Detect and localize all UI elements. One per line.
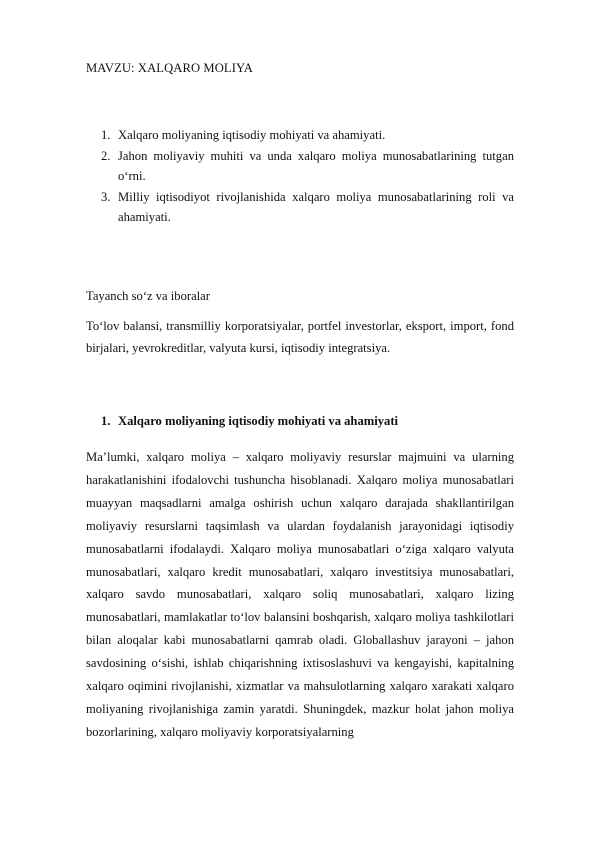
- section-title: Xalqaro moliyaning iqtisodiy mohiyati va ahamiyati: [118, 414, 399, 428]
- list-item: [101, 146, 514, 187]
- list-item-text: Milliy iqtisodiyot rivojlanishida xalqaro moliya munosabatlarining roli va ahamiyati.: [118, 189, 514, 225]
- keywords-heading: Tayanch so‘z va iboralar: [86, 289, 210, 303]
- list-item-number: 1.: [101, 128, 111, 142]
- list-item: [101, 125, 514, 146]
- list-item: [101, 187, 514, 228]
- list-item-number: 2.: [101, 148, 111, 163]
- list-item-text: Xalqaro moliyaning iqtisodiy mohiyati va ahamiyati.: [118, 128, 386, 142]
- body-paragraph: Ma’lumki, xalqaro moliya – xalqaro moliyaviy resurslar majmuini va ularning harakatlanishini ifodalovchi tushuncha hisoblanadi. Xalqaro moliya munosabatlari muayyan maqsadlarni amalga oshirish uchun xalqaro darajada shakllantirilgan moliyaviy resurslarni taqsimlash va ulardan foydalanish jarayonidagi iqtisodiy munosabatlarni ifodalaydi. Xalqaro moliya munosabatlari o‘ziga xalqaro valyuta munosabatlari, xalqaro kredit munosabatlari, xalqaro investitsiya munosabatlari, xalqaro savdo munosabatlari, xalqaro soliq munosabatlari, xalqaro lizing munosabatlari, mamlakatlar to‘lov balansini boshqarish, xalqaro moliya tashkilotlari bilan aloqalar kabi munosabatlarni qamrab oladi. Globallashuv jarayoni – jahon savdosining o‘sishi, ishlab chiqarishning ixtisoslashuvi va kengayishi, kapitalning xalqaro oqimini rivojlanishi, xizmatlar va mahsulotlarning xalqaro xarakati xalqaro moliyaning rivojlanishiga zamin yaratdi. Shuningdek, mazkur holat jahon moliya bozorlarining, xalqaro moliyaviy korporatsiyalarning: [86, 450, 514, 739]
- list-item-text: Jahon moliyaviy muhiti va unda xalqaro moliya munosabatlarining tutgan o‘rni.: [118, 148, 514, 184]
- section-heading: [101, 414, 398, 429]
- section-number: 1.: [101, 414, 111, 428]
- plan-list: [101, 125, 514, 228]
- list-item-number: 3.: [101, 189, 111, 204]
- keywords-paragraph: To‘lov balansi, transmilliy korporatsiyalar, portfel investorlar, eksport, import, fond birjalari, yevrokreditlar, valyuta kursi, iqtisodiy integratsiya.: [86, 319, 514, 355]
- document-title: MAVZU: XALQARO MOLIYA: [86, 61, 253, 75]
